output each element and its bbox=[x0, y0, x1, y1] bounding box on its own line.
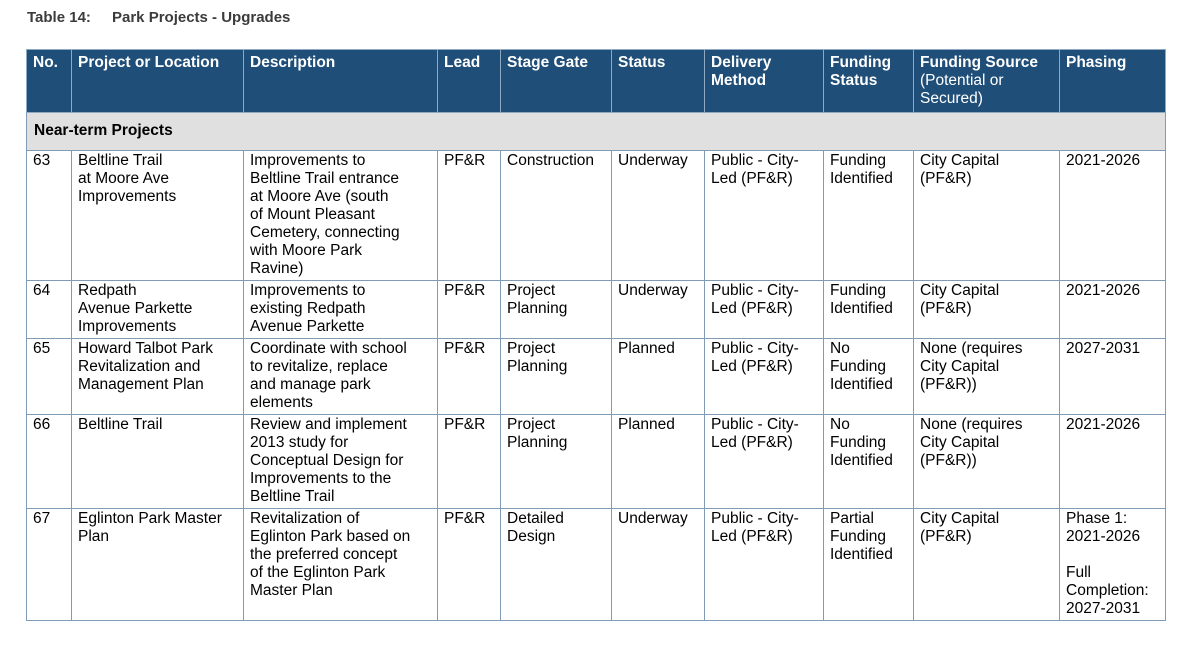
cell-stage-gate bbox=[501, 151, 612, 281]
section-label: Near-term Projects bbox=[27, 113, 1166, 151]
cell-lead: PF&R bbox=[438, 281, 501, 339]
cell-funding-source-line: (PF&R) bbox=[920, 170, 972, 187]
cell-funding-source-line: City Capital bbox=[920, 510, 1000, 527]
cell-project bbox=[72, 509, 244, 621]
cell-description-line: Eglinton Park based on bbox=[250, 528, 411, 545]
cell-funding-source-line: (PF&R) bbox=[920, 528, 972, 545]
cell-phasing-line: 2021-2026 bbox=[1066, 416, 1141, 433]
cell-description-line: elements bbox=[250, 394, 313, 411]
table-row bbox=[27, 281, 1166, 339]
cell-status: Underway bbox=[612, 509, 705, 621]
cell-lead: PF&R bbox=[438, 509, 501, 621]
header-status: Status bbox=[612, 50, 705, 113]
cell-funding-status-line: Funding bbox=[830, 434, 887, 451]
table-body bbox=[27, 113, 1166, 621]
cell-lead: PF&R bbox=[438, 415, 501, 509]
section-row bbox=[27, 113, 1166, 151]
header-phasing: Phasing bbox=[1060, 50, 1166, 113]
cell-stage-gate-line: Planning bbox=[507, 358, 568, 375]
cell-description-line: to revitalize, replace bbox=[250, 358, 388, 375]
table-number: Table 14: bbox=[27, 9, 91, 26]
cell-project bbox=[72, 281, 244, 339]
cell-phasing-line: Phase 1: bbox=[1066, 510, 1128, 527]
cell-description-line: Improvements to bbox=[250, 152, 366, 169]
cell-funding-status-line: No bbox=[830, 340, 850, 357]
cell-project bbox=[72, 151, 244, 281]
cell-stage-gate-line: Design bbox=[507, 528, 556, 545]
cell-description-line: of the Eglinton Park bbox=[250, 564, 386, 581]
cell-delivery-method bbox=[705, 151, 824, 281]
cell-funding-source-line: None (requires bbox=[920, 416, 1023, 433]
cell-description-line: Improvements to the bbox=[250, 470, 392, 487]
header-stage-gate: Stage Gate bbox=[501, 50, 612, 113]
cell-funding-status-line: No bbox=[830, 416, 850, 433]
header-funding-source-line: (Potential or bbox=[920, 72, 1004, 89]
header-funding-source-line: Secured) bbox=[920, 90, 983, 107]
cell-funding-source-line: None (requires bbox=[920, 340, 1023, 357]
cell-project-line: Beltline Trail bbox=[78, 416, 163, 433]
cell-stage-gate-line: Project bbox=[507, 282, 556, 299]
cell-funding-source-line: (PF&R) bbox=[920, 300, 972, 317]
cell-phasing-line: Completion: bbox=[1066, 582, 1149, 599]
cell-delivery-method bbox=[705, 339, 824, 415]
header-funding-source-line: Funding Source bbox=[920, 54, 1038, 71]
header-delivery-method bbox=[705, 50, 824, 113]
cell-funding-status-line: Identified bbox=[830, 376, 893, 393]
table-row bbox=[27, 415, 1166, 509]
cell-funding-source bbox=[914, 415, 1060, 509]
cell-project-line: Beltline Trail bbox=[78, 152, 163, 169]
cell-status: Planned bbox=[612, 415, 705, 509]
cell-description-line: of Mount Pleasant bbox=[250, 206, 375, 223]
header-funding-status-line: Funding bbox=[830, 54, 892, 71]
header-delivery-line: Method bbox=[711, 72, 767, 89]
cell-delivery-method-line: Led (PF&R) bbox=[711, 170, 793, 187]
cell-description-line: 2013 study for bbox=[250, 434, 349, 451]
cell-project-line: Improvements bbox=[78, 318, 177, 335]
header-funding-status-line: Status bbox=[830, 72, 878, 89]
cell-phasing-line: 2021-2026 bbox=[1066, 528, 1141, 545]
cell-description-line: Master Plan bbox=[250, 582, 333, 599]
table-caption bbox=[27, 9, 290, 26]
cell-stage-gate-line: Construction bbox=[507, 152, 595, 169]
cell-phasing-line: Full bbox=[1066, 564, 1091, 581]
cell-project-line: Avenue Parkette bbox=[78, 300, 193, 317]
cell-project-line: Howard Talbot Park bbox=[78, 340, 213, 357]
cell-project bbox=[72, 415, 244, 509]
cell-funding-source-line: City Capital bbox=[920, 152, 1000, 169]
cell-no: 65 bbox=[27, 339, 72, 415]
cell-no: 67 bbox=[27, 509, 72, 621]
cell-description-line: at Moore Ave (south bbox=[250, 188, 389, 205]
header-lead: Lead bbox=[438, 50, 501, 113]
header-project: Project or Location bbox=[72, 50, 244, 113]
cell-description-line: and manage park bbox=[250, 376, 371, 393]
header-funding-status bbox=[824, 50, 914, 113]
table-row bbox=[27, 151, 1166, 281]
cell-delivery-method bbox=[705, 281, 824, 339]
cell-funding-status-line: Funding bbox=[830, 282, 887, 299]
cell-phasing-line: 2021-2026 bbox=[1066, 152, 1141, 169]
table-title: Park Projects - Upgrades bbox=[112, 9, 291, 26]
cell-stage-gate-line: Planning bbox=[507, 300, 568, 317]
cell-stage-gate bbox=[501, 339, 612, 415]
cell-funding-status-line: Identified bbox=[830, 300, 893, 317]
cell-phasing-line bbox=[1066, 546, 1159, 564]
cell-stage-gate-line: Project bbox=[507, 340, 556, 357]
cell-description-line: Avenue Parkette bbox=[250, 318, 365, 335]
cell-funding-status-line: Funding bbox=[830, 528, 887, 545]
cell-project-line: Plan bbox=[78, 528, 110, 545]
cell-description bbox=[244, 509, 438, 621]
header-no: No. bbox=[27, 50, 72, 113]
cell-description-line: existing Redpath bbox=[250, 300, 366, 317]
cell-stage-gate-line: Project bbox=[507, 416, 556, 433]
cell-description-line: with Moore Park bbox=[250, 242, 362, 259]
cell-funding-source-line: City Capital bbox=[920, 434, 1000, 451]
cell-description bbox=[244, 151, 438, 281]
cell-delivery-method-line: Led (PF&R) bbox=[711, 358, 793, 375]
cell-delivery-method-line: Led (PF&R) bbox=[711, 434, 793, 451]
cell-funding-status bbox=[824, 339, 914, 415]
cell-description-line: Beltline Trail bbox=[250, 488, 335, 505]
cell-description-line: Revitalization of bbox=[250, 510, 360, 527]
cell-delivery-method bbox=[705, 415, 824, 509]
cell-delivery-method-line: Public - City- bbox=[711, 510, 799, 527]
header-funding-source bbox=[914, 50, 1060, 113]
cell-funding-status bbox=[824, 415, 914, 509]
cell-phasing bbox=[1060, 415, 1166, 509]
table-header-row bbox=[27, 50, 1166, 113]
cell-project-line: Redpath bbox=[78, 282, 137, 299]
cell-funding-source bbox=[914, 281, 1060, 339]
cell-phasing-line: 2027-2031 bbox=[1066, 600, 1141, 617]
cell-funding-status-line: Partial bbox=[830, 510, 874, 527]
cell-project-line: Eglinton Park Master bbox=[78, 510, 222, 527]
cell-project-line: at Moore Ave bbox=[78, 170, 170, 187]
cell-project bbox=[72, 339, 244, 415]
cell-phasing-line: 2021-2026 bbox=[1066, 282, 1141, 299]
cell-status: Planned bbox=[612, 339, 705, 415]
cell-delivery-method-line: Led (PF&R) bbox=[711, 300, 793, 317]
cell-delivery-method bbox=[705, 509, 824, 621]
cell-funding-source bbox=[914, 339, 1060, 415]
cell-description bbox=[244, 415, 438, 509]
cell-funding-source bbox=[914, 151, 1060, 281]
cell-delivery-method-line: Public - City- bbox=[711, 282, 799, 299]
cell-description-line: Review and implement bbox=[250, 416, 407, 433]
header-description: Description bbox=[244, 50, 438, 113]
cell-project-line: Improvements bbox=[78, 188, 177, 205]
cell-description-line: Coordinate with school bbox=[250, 340, 407, 357]
cell-stage-gate bbox=[501, 415, 612, 509]
cell-description-line: Cemetery, connecting bbox=[250, 224, 400, 241]
cell-delivery-method-line: Public - City- bbox=[711, 152, 799, 169]
cell-funding-status-line: Funding bbox=[830, 152, 887, 169]
cell-delivery-method-line: Public - City- bbox=[711, 340, 799, 357]
cell-phasing bbox=[1060, 339, 1166, 415]
cell-phasing bbox=[1060, 281, 1166, 339]
cell-project-line: Revitalization and bbox=[78, 358, 201, 375]
cell-stage-gate bbox=[501, 281, 612, 339]
cell-no: 63 bbox=[27, 151, 72, 281]
cell-funding-status-line: Funding bbox=[830, 358, 887, 375]
cell-delivery-method-line: Public - City- bbox=[711, 416, 799, 433]
cell-description-line: Improvements to bbox=[250, 282, 366, 299]
cell-description-line: Beltline Trail entrance bbox=[250, 170, 400, 187]
cell-phasing-line: 2027-2031 bbox=[1066, 340, 1141, 357]
cell-status: Underway bbox=[612, 151, 705, 281]
cell-funding-status-line: Identified bbox=[830, 452, 893, 469]
cell-description bbox=[244, 281, 438, 339]
cell-delivery-method-line: Led (PF&R) bbox=[711, 528, 793, 545]
cell-funding-status-line: Identified bbox=[830, 170, 893, 187]
park-projects-table bbox=[26, 49, 1166, 621]
table-row bbox=[27, 339, 1166, 415]
header-delivery-line: Delivery bbox=[711, 54, 772, 71]
cell-no: 66 bbox=[27, 415, 72, 509]
cell-stage-gate-line: Detailed bbox=[507, 510, 564, 527]
cell-lead: PF&R bbox=[438, 151, 501, 281]
cell-description-line: the preferred concept bbox=[250, 546, 398, 563]
cell-funding-source-line: City Capital bbox=[920, 282, 1000, 299]
cell-stage-gate bbox=[501, 509, 612, 621]
cell-funding-source-line: (PF&R)) bbox=[920, 376, 977, 393]
cell-status: Underway bbox=[612, 281, 705, 339]
cell-funding-source-line: City Capital bbox=[920, 358, 1000, 375]
cell-project-line: Management Plan bbox=[78, 376, 204, 393]
cell-funding-source bbox=[914, 509, 1060, 621]
cell-description bbox=[244, 339, 438, 415]
cell-phasing bbox=[1060, 151, 1166, 281]
cell-funding-source-line: (PF&R)) bbox=[920, 452, 977, 469]
cell-lead: PF&R bbox=[438, 339, 501, 415]
table-row bbox=[27, 509, 1166, 621]
cell-stage-gate-line: Planning bbox=[507, 434, 568, 451]
cell-description-line: Conceptual Design for bbox=[250, 452, 404, 469]
cell-description-line: Ravine) bbox=[250, 260, 304, 277]
cell-no: 64 bbox=[27, 281, 72, 339]
cell-funding-status bbox=[824, 281, 914, 339]
cell-phasing bbox=[1060, 509, 1166, 621]
cell-funding-status bbox=[824, 509, 914, 621]
cell-funding-status bbox=[824, 151, 914, 281]
cell-funding-status-line: Identified bbox=[830, 546, 893, 563]
